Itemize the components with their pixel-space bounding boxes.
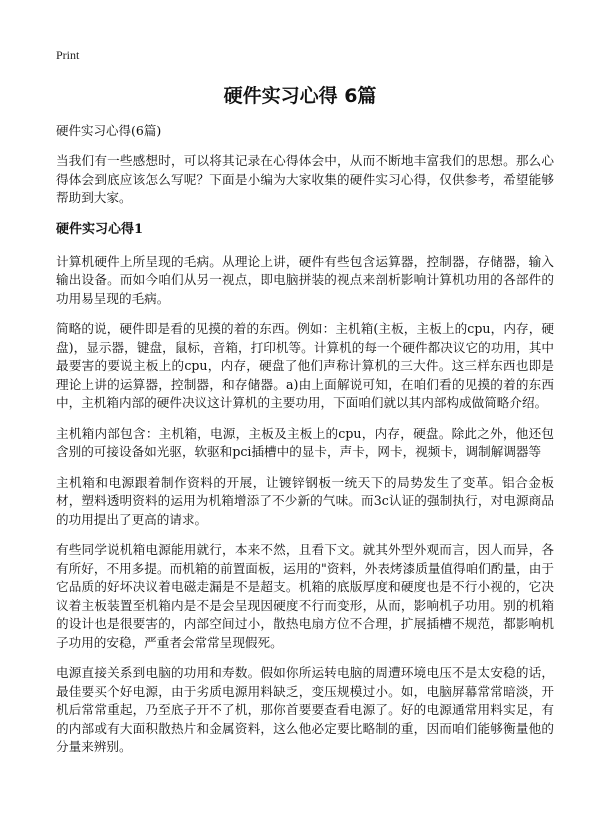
- print-label: Print: [56, 48, 80, 62]
- document-title: 硬件实习心得 6篇: [223, 85, 377, 107]
- intro-paragraph: 当我们有一些感想时，可以将其记录在心得体会中，从而不断地丰富我们的思想。那么心得体会到底应该怎么写呢？下面是小编为大家收集的硬件实习心得，仅供参考，希望能够帮助到大家。: [56, 153, 554, 205]
- body-paragraph: 主机箱内部包含：主机箱，电源，主板及主板上的cpu，内存，硬盘。除此之外，他还包含别的可接设备如光驱，软驱和pci插槽中的显卡，声卡，网卡，视频卡，调制解调器等: [56, 425, 554, 459]
- section-heading: 硬件实习心得1: [56, 221, 144, 237]
- body-paragraph: 电源直接关系到电脑的功用和寿数。假如你所运转电脑的周遭环境电压不是太安稳的话，最佳要买个好电源，由于劣质电源用料缺乏，变压规模过小。如，电脑屏幕常常暗淡，开机后常常重起，乃至底子开不了机，那你首要要查看电源了。好的电源通常用料实足，有的内部或有大面积散热片和金属资料，这么他必定要比略制的重，因而咱们能够衡量他的分量来辨别。: [56, 665, 554, 754]
- body-paragraph: 有些同学说机箱电源能用就行，本来不然，且看下文。就其外型外观而言，因人而异，各有所好，不用多提。而机箱的前置面板，运用的"资料，外表烤漆质量值得咱们酌量，由于它品质的好坏决议着电磁走漏是不是超支。机箱的底版厚度和硬度也是不行小视的，它决议着主板装置至机箱内是不是会呈现因硬度不行而变形，从而，影响机子功用。别的机箱的设计也是很要害的，内部空间过小，散热电扇方位不合理，扩展插槽不规范，都影响机子功用的安稳，严重者会常常呈现假死。: [56, 542, 554, 650]
- document-body: [56, 121, 554, 769]
- document-subtitle: 硬件实习心得(6篇): [56, 123, 162, 138]
- body-paragraph: 简略的说，硬件即是看的见摸的着的东西。例如：主机箱(主板，主板上的cpu，内存，硬盘)，显示器，键盘，鼠标，音箱，打印机等。计算机的每一个硬件都决议它的功用，其中最要害的要说主板上的cpu，内存，硬盘了他们声称计算机的三大件。这三样东西也即是理论上讲的运算器，控制器，和存储器。a)由上面解说可知，在咱们看的见摸的着的东西中，主机箱内部的硬件决议这计算机的主要功用，下面咱们就以其内部构成做简略介绍。: [56, 321, 554, 410]
- body-paragraph: 主机箱和电源跟着制作资料的开展，让镀锌钢板一统天下的局势发生了变革。铝合金板材，塑料透明资料的运用为机箱增添了不少新的气味。而3c认证的强制执行，对电源商品的功用提出了更高的请求。: [56, 474, 554, 527]
- body-paragraph: 计算机硬件上所呈现的毛病。从理论上讲，硬件有些包含运算器，控制器，存储器，输入输出设备。而如今咱们从另一视点，即电脑拼装的视点来剖析影响计算机功用的各部件的功用易呈现的毛病。: [56, 253, 554, 306]
